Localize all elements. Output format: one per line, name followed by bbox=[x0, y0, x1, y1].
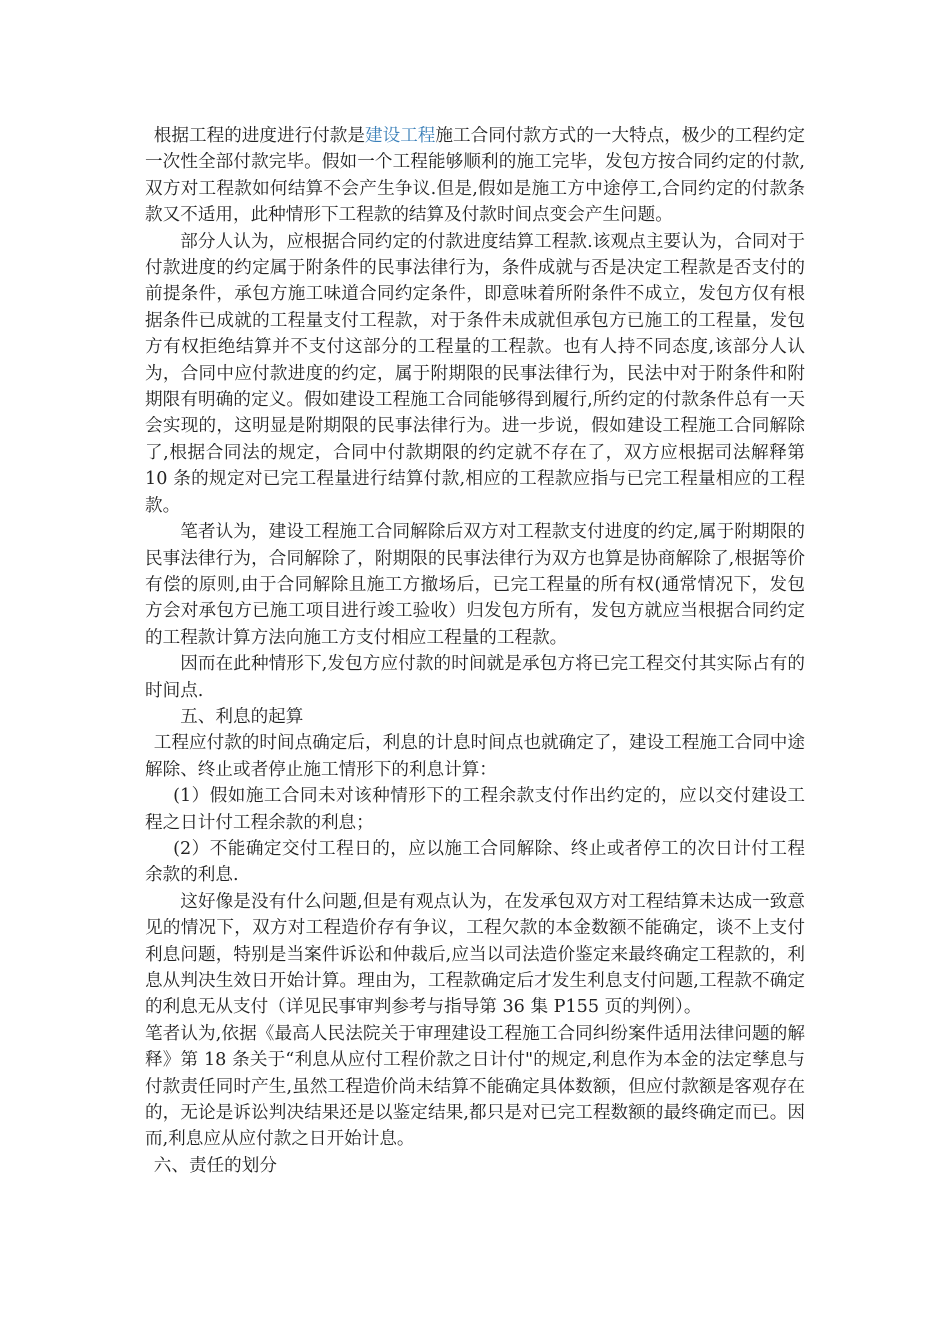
paragraph-author-interest-opinion: 笔者认为,依据《最高人民法院关于审理建设工程施工合同纠纷案件适用法律问题的解释》第 18 条关于“利息从应付工程价款之日计付"的规定,利息作为本金的法定孳息与付款责任同时产生,虽然工程造价尚未结算不能确定具体数额，但应付款额是客观存在的，无论是诉讼判决结果还是以鉴定结果,都只是对已完工程数额的最终确定而已。因而,利息应从应付款之日开始计息。 bbox=[145, 1023, 805, 1150]
paragraph-conclusion: 因而在此种情形下,发包方应付款的时间就是承包方将已完工程交付其实际占有的时间点. bbox=[145, 654, 805, 701]
paragraph-interest-intro: 工程应付款的时间点确定后，利息的计息时间点也就确定了，建设工程施工合同中途解除、终止或者停止施工情形下的利息计算： bbox=[145, 733, 805, 780]
paragraph-author-opinion: 笔者认为，建设工程施工合同解除后双方对工程款支付进度的约定,属于附期限的民事法律行为，合同解除了，附期限的民事法律行为双方也算是协商解除了,根据等价有偿的原则,由于合同解除且施工方撤场后，已完工程量的所有权(通常情况下，发包方会对承包方已施工项目进行竣工验收）归发包方所有，发包方就应当根据合同约定的工程款计算方法向施工方支付相应工程量的工程款。 bbox=[145, 522, 805, 648]
paragraph-text: 根据工程的进度进行付款是 bbox=[153, 126, 365, 146]
construction-engineering-link[interactable]: 建设工程 bbox=[365, 126, 436, 146]
document-body bbox=[145, 123, 805, 1179]
paragraph-payment-progress bbox=[145, 123, 805, 229]
section-heading-interest: 五、利息的起算 bbox=[180, 706, 304, 727]
paragraph-view-one: 部分人认为，应根据合同约定的付款进度结算工程款.该观点主要认为，合同对于付款进度的约定属于附条件的民事法律行为，条件成就与否是决定工程款是否支付的前提条件，承包方施工味道合同约定条件，即意味着所附条件不成立，发包方仅有根据条件已成就的工程量支付工程款，对于条件未成就但承包方已施工的工程量，发包方有权拒绝结算并不支付这部分的工程量的工程款。也有人持不同态度,该部分人认为，合同中应付款进度的约定，属于附期限的民事法律行为，民法中对于附条件和附期限有明确的定义。假如建设工程施工合同能够得到履行,所约定的付款条件总有一天会实现的，这明显是附期限的民事法律行为。进一步说，假如建设工程施工合同解除了,根据合同法的规定，合同中付款期限的约定就不存在了，双方应根据司法解释第 10 条的规定对已完工程量进行结算付款,相应的工程款应指与已完工程量相应的工程款。 bbox=[145, 231, 805, 516]
list-item-1: (1）假如施工合同未对该种情形下的工程余款支付作出约定的，应以交付建设工程之日计付工程余款的利息； bbox=[145, 786, 805, 833]
list-item-2: (2）不能确定交付工程日的，应以施工合同解除、终止或者停工的次日计付工程余款的利息. bbox=[145, 838, 805, 886]
section-heading-responsibility: 六、责任的划分 bbox=[153, 1155, 277, 1176]
paragraph-text: 施工合同付款方式的一大特点，极少的工程约定一次性全部付款完毕。假如一个工程能够顺利的施工完毕，发包方按合同约定的付款,双方对工程款如何结算不会产生争议.但是,假如是施工方中途停工,合同约定的付款条款又不适用，此种情形下工程款的结算及付款时间点变会产生问题。 bbox=[145, 126, 805, 226]
paragraph-opposing-view: 这好像是没有什么问题,但是有观点认为，在发承包双方对工程结算未达成一致意见的情况下，双方对工程造价存有争议，工程欠款的本金数额不能确定，谈不上支付利息问题，特别是当案件诉讼和仲裁后,应当以司法造价鉴定来最终确定工程款的，利息从判决生效日开始计算。理由为，工程款确定后才发生利息支付问题,工程款不确定的利息无从支付（详见民事审判参考与指导第 36 集 P155 页的判例）。 bbox=[145, 891, 805, 1018]
